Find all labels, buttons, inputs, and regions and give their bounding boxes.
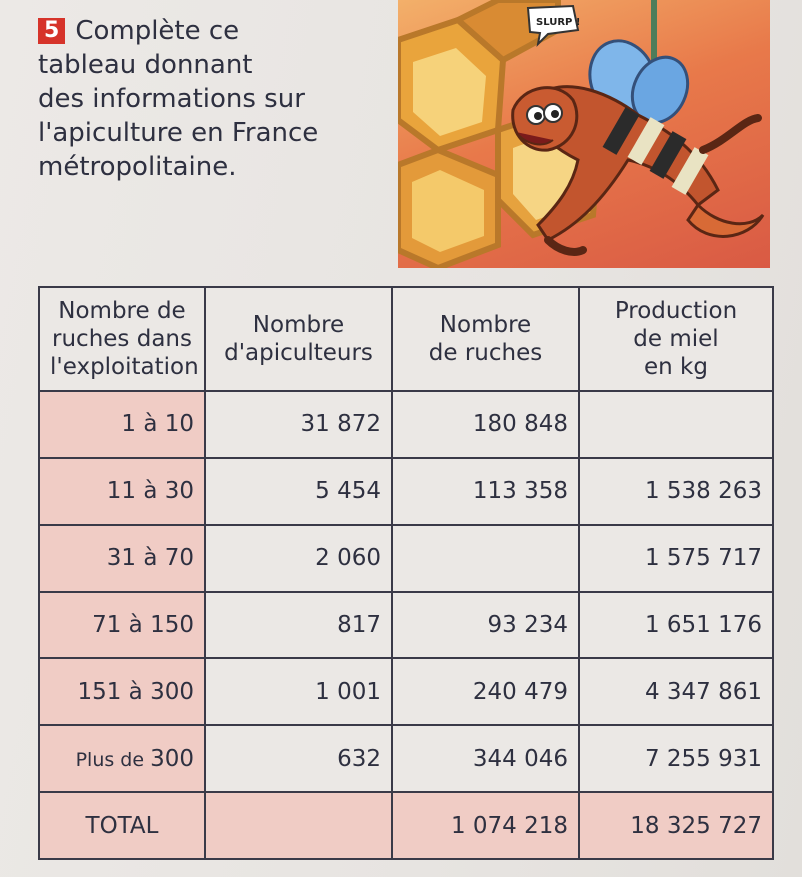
table-row <box>39 592 773 659</box>
header-hives <box>392 287 579 391</box>
header-text: en kg <box>644 354 708 380</box>
hives-cell: 93 234 <box>392 592 579 659</box>
honey-cell-blank[interactable] <box>579 391 773 458</box>
exercise-text: Complète ce <box>75 16 240 46</box>
header-honey-production <box>579 287 773 391</box>
header-text: l'exploitation <box>50 354 199 380</box>
range-cell <box>39 458 205 525</box>
range-value: 151 à 300 <box>77 678 194 705</box>
exercise-number-badge: 5 <box>38 18 65 44</box>
hives-cell: 344 046 <box>392 725 579 792</box>
exercise-text: des informations sur <box>38 84 305 114</box>
fox-honeycomb-illustration <box>398 0 770 268</box>
range-cell <box>39 658 205 725</box>
honey-cell: 1 651 176 <box>579 592 773 659</box>
total-hives-cell: 1 074 218 <box>392 792 579 859</box>
total-beekeepers-cell-blank[interactable] <box>205 792 392 859</box>
range-cell <box>39 725 205 792</box>
range-value: 31 à 70 <box>106 545 194 572</box>
header-text: Nombre <box>439 312 532 338</box>
exercise-statement <box>38 14 388 184</box>
exercise-text: tableau donnant <box>38 50 253 80</box>
range-cell <box>39 391 205 458</box>
range-value: 300 <box>150 745 194 772</box>
honey-cell: 7 255 931 <box>579 725 773 792</box>
honey-cell: 1 538 263 <box>579 458 773 525</box>
exercise-text: métropolitaine. <box>38 152 237 182</box>
total-label: TOTAL <box>39 792 205 859</box>
header-text: d'apiculteurs <box>224 340 373 366</box>
header-text: Production <box>614 298 738 324</box>
beekeepers-cell: 31 872 <box>205 391 392 458</box>
total-honey-cell: 18 325 727 <box>579 792 773 859</box>
speech-bubble-text: SLURP ! <box>536 17 581 28</box>
table-row <box>39 458 773 525</box>
header-text: Nombre de <box>58 298 186 324</box>
beekeepers-cell: 632 <box>205 725 392 792</box>
table-total-row <box>39 792 773 859</box>
range-cell <box>39 525 205 592</box>
header-text: Nombre <box>252 312 345 338</box>
beekeeping-table <box>38 286 774 860</box>
header-text: ruches dans <box>52 326 192 352</box>
exercise-text: l'apiculture en France <box>38 118 319 148</box>
table-row <box>39 391 773 458</box>
beekeepers-cell: 2 060 <box>205 525 392 592</box>
hives-cell: 113 358 <box>392 458 579 525</box>
table-row <box>39 525 773 592</box>
honey-cell: 1 575 717 <box>579 525 773 592</box>
beekeepers-cell: 817 <box>205 592 392 659</box>
table-row <box>39 725 773 792</box>
cartoon-drawing <box>398 0 770 268</box>
header-text: de ruches <box>428 340 543 366</box>
range-value: 71 à 150 <box>92 611 194 638</box>
beekeepers-cell: 5 454 <box>205 458 392 525</box>
range-cell <box>39 592 205 659</box>
hives-cell: 180 848 <box>392 391 579 458</box>
table-row <box>39 658 773 725</box>
beekeepers-cell: 1 001 <box>205 658 392 725</box>
honey-cell: 4 347 861 <box>579 658 773 725</box>
range-prefix: Plus de <box>75 748 151 771</box>
exercise-line-1 <box>38 14 388 48</box>
header-hives-per-farm <box>39 287 205 391</box>
hives-cell-blank[interactable] <box>392 525 579 592</box>
range-value: 1 à 10 <box>121 411 194 438</box>
header-text: de miel <box>633 326 719 352</box>
hives-cell: 240 479 <box>392 658 579 725</box>
table-header-row <box>39 287 773 391</box>
range-value: 11 à 30 <box>106 478 194 505</box>
header-beekeepers <box>205 287 392 391</box>
